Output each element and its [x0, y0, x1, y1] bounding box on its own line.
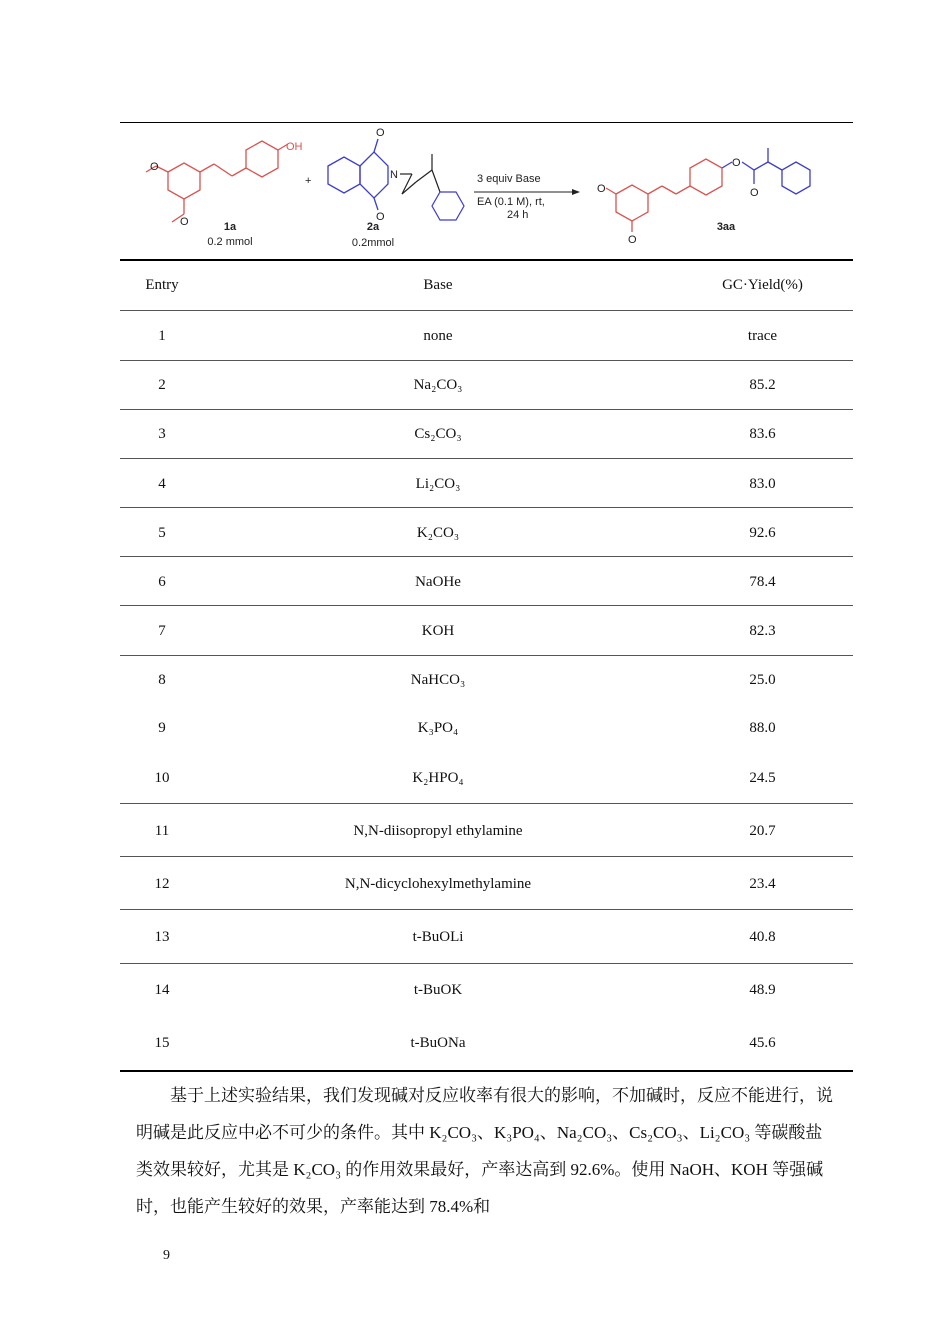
header-yield: GC·Yield(%): [722, 277, 803, 293]
entry-cell: 5: [158, 525, 166, 541]
yield-cell: 45.6: [749, 1035, 776, 1051]
atom-o-3aa-d: O: [750, 187, 759, 199]
reaction-arrow-head: [572, 189, 580, 195]
yield-cell: 23.4: [749, 876, 776, 892]
entry-cell: 2: [158, 377, 166, 393]
amount-1a: 0.2 mmol: [207, 236, 253, 248]
row-separator: [120, 409, 853, 410]
entry-cell: 10: [154, 770, 170, 786]
conditions-line2: EA (0.1 M), rt,: [477, 196, 545, 208]
entry-cell: 6: [158, 574, 166, 590]
entry-cell: 15: [154, 1035, 170, 1051]
yield-cell: 40.8: [749, 929, 776, 945]
yield-cell: 25.0: [749, 672, 776, 688]
product-3aa-blue: [722, 148, 810, 194]
base-cell: K₃PO₄: [417, 720, 459, 736]
yield-cell: trace: [747, 328, 778, 344]
atom-o-3aa-a: O: [597, 183, 606, 195]
yield-cell: 48.9: [749, 982, 776, 998]
entry-cell: 7: [158, 623, 166, 639]
row-separator: [120, 963, 853, 964]
atom-oh-1a: OH: [286, 141, 303, 153]
base-cell: Na₂CO₃: [413, 377, 463, 393]
base-cell: K₂HPO₄: [412, 770, 464, 786]
yield-cell: 20.7: [749, 823, 776, 839]
entry-cell: 11: [154, 823, 170, 839]
header-bottom-rule: [120, 310, 853, 311]
row-separator: [120, 909, 853, 910]
base-cell: K₂CO₃: [416, 525, 460, 541]
row-separator: [120, 507, 853, 508]
base-cell: N,N-dicyclohexylmethylamine: [344, 876, 532, 892]
paragraph-text: 基于上述实验结果，我们发现碱对反应收率有很大的影响，不加碱时，反应不能进行，说明碱是此反应中必不可少的条件。其中 K₂CO₃、K₃PO₄、Na₂CO₃、Cs₂CO₃、Li₂CO₃ 等碳酸盐类效果较好，尤其是 K₂CO₃ 的作用效果最好，产率达高到 92.6%。使用 NaOH、KOH 等强碱时，也能产生较好的效果，产率能达到 78.4%和: [136, 1086, 833, 1216]
row-separator: [120, 556, 853, 557]
header-top-rule: [120, 259, 853, 261]
row-separator: [120, 360, 853, 361]
label-1a: 1a: [223, 221, 237, 233]
entry-cell: 14: [154, 982, 170, 998]
atom-o-1a-bottom: O: [180, 216, 189, 228]
row-separator: [120, 605, 853, 606]
yield-cell: 88.0: [749, 720, 776, 736]
yield-cell: 24.5: [749, 770, 776, 786]
yield-cell: 83.6: [749, 426, 776, 442]
atom-o-2a-top: O: [376, 127, 385, 139]
yield-cell: 78.4: [749, 574, 776, 590]
atom-n-2a: N: [390, 169, 398, 181]
row-separator: [120, 856, 853, 857]
plus-sign: +: [305, 175, 312, 187]
product-3aa-red: [606, 159, 722, 232]
entry-cell: 8: [158, 672, 166, 688]
header-base: Base: [423, 277, 453, 293]
base-cell: Li₂CO₃: [415, 476, 461, 492]
entry-cell: 13: [154, 929, 170, 945]
row-separator: [120, 458, 853, 459]
yield-cell: 85.2: [749, 377, 776, 393]
entry-cell: 1: [158, 328, 166, 344]
row-separator: [120, 803, 853, 804]
base-cell: NaOHe: [415, 574, 461, 590]
base-cell: t-BuONa: [410, 1035, 466, 1051]
label-2a: 2a: [366, 221, 380, 233]
yield-cell: 83.0: [749, 476, 776, 492]
conditions-line1: 3 equiv Base: [477, 173, 541, 185]
base-cell: KOH: [421, 623, 455, 639]
base-cell: none: [423, 328, 453, 344]
header-entry: Entry: [145, 277, 179, 293]
entry-cell: 3: [158, 426, 166, 442]
conditions-line3: 24 h: [507, 209, 529, 221]
base-cell: t-BuOK: [413, 982, 463, 998]
base-cell: NaHCO₃: [410, 672, 466, 688]
row-separator: [120, 655, 853, 656]
reagent-2a-structure: [328, 139, 388, 210]
entry-cell: 4: [158, 476, 166, 492]
atom-o-1a-top: O: [150, 161, 159, 173]
label-3aa: 3aa: [716, 221, 736, 233]
atom-o-2a-bottom: O: [376, 211, 385, 223]
atom-o-3aa-c: O: [732, 157, 741, 169]
amount-2a: 0.2mmol: [351, 237, 395, 249]
base-cell: N,N-diisopropyl ethylamine: [353, 823, 523, 839]
entry-cell: 12: [154, 876, 170, 892]
table-bottom-rule: [120, 1070, 853, 1072]
reaction-scheme: [120, 122, 853, 260]
atom-o-3aa-b: O: [628, 234, 637, 246]
base-cell: Cs₂CO₃: [414, 426, 462, 442]
base-cell: t-BuOLi: [412, 929, 464, 945]
reagent-2a-chain: [400, 154, 464, 220]
page-number: 9: [163, 1248, 170, 1263]
reagent-1a-structure: [146, 141, 288, 222]
entry-cell: 9: [158, 720, 166, 736]
yield-cell: 82.3: [749, 623, 776, 639]
body-paragraph: [136, 1077, 836, 1225]
yield-cell: 92.6: [749, 525, 776, 541]
